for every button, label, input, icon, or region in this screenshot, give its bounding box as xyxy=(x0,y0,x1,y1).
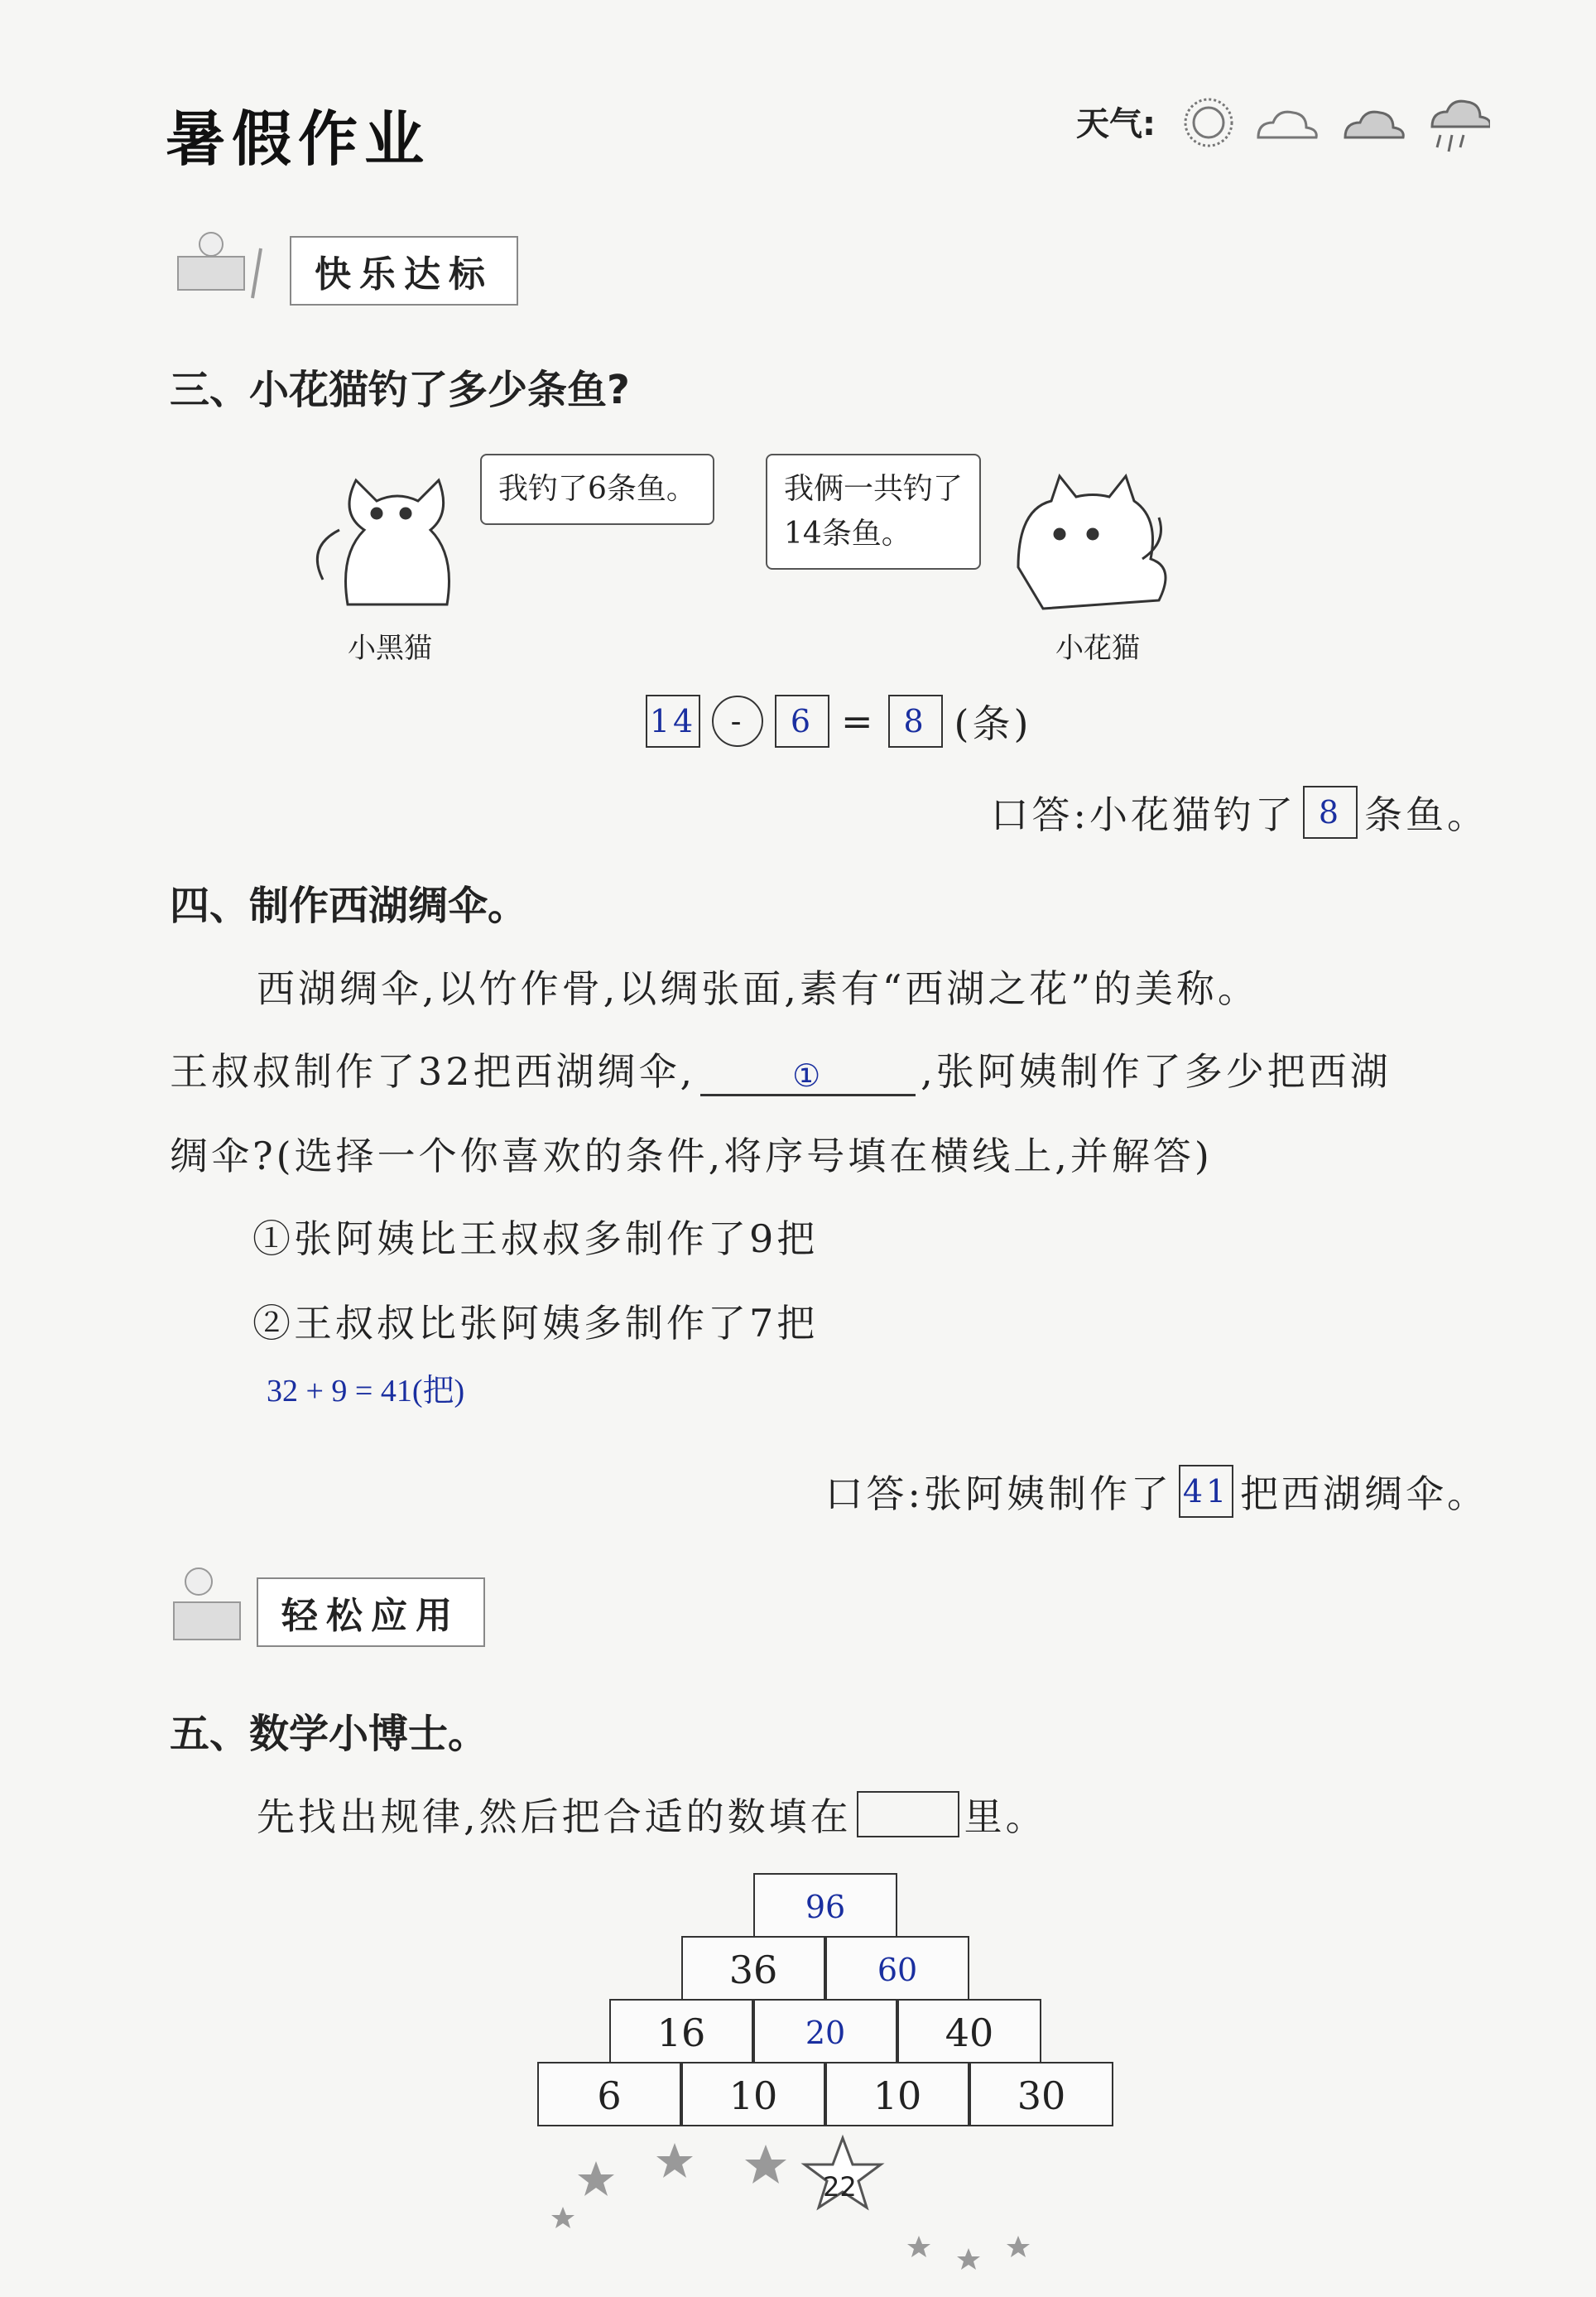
partly-cloudy-icon xyxy=(1258,112,1316,137)
sun-icon xyxy=(1185,99,1232,146)
q4-answer-box[interactable]: 41 xyxy=(1179,1465,1233,1518)
q3-equation xyxy=(646,694,1031,749)
q3-answer-line xyxy=(991,785,1489,840)
star-decoration-icon xyxy=(538,2128,1068,2285)
page-title: 暑假作业 xyxy=(166,104,431,174)
eq-equals: = xyxy=(841,699,877,744)
q3-answer-box[interactable]: 8 xyxy=(1303,786,1358,839)
eq-box-a[interactable]: 14 xyxy=(646,695,700,748)
section-decoration-icon xyxy=(170,224,277,306)
cloudy-icon xyxy=(1345,112,1403,137)
q4-answer-line xyxy=(825,1464,1489,1519)
q5-instruction-a: 先找出规律,然后把合适的数填在 xyxy=(257,1794,852,1839)
pyramid-cell-r2-2[interactable]: 60 xyxy=(825,1936,969,2001)
q4-line2 xyxy=(170,1042,1392,1096)
q4-line2-b: ,张阿姨制作了多少把西湖 xyxy=(921,1049,1392,1094)
q3-heading: 三、小花猫钓了多少条鱼? xyxy=(170,367,630,413)
q4-line3: 绸伞?(选择一个你喜欢的条件,将序号填在横线上,并解答) xyxy=(170,1134,1213,1178)
pyramid-cell-r4-1: 6 xyxy=(537,2062,681,2126)
q5-instruction xyxy=(257,1787,1047,1842)
section2-decoration-icon xyxy=(166,1561,257,1652)
q3-answer-prefix: 口答:小花猫钓了 xyxy=(990,792,1296,837)
section-tag-qingsong: 轻松应用 xyxy=(257,1577,485,1647)
pyramid-cell-r3-3: 40 xyxy=(897,1999,1041,2063)
q4-work: 32 + 9 = 41(把) xyxy=(267,1374,465,1409)
q4-blank[interactable]: ① xyxy=(700,1057,916,1096)
weather-label: 天气: xyxy=(1076,105,1156,143)
q3-answer-suffix: 条鱼。 xyxy=(1364,792,1488,837)
bubble-right-line1: 我俩一共钓了 xyxy=(784,472,964,506)
pyramid-cell-r4-3: 10 xyxy=(825,2062,969,2126)
pyramid-cell-r1-1[interactable]: 96 xyxy=(753,1873,897,1938)
pyramid-cell-r4-2: 10 xyxy=(681,2062,825,2126)
eq-box-c[interactable]: 8 xyxy=(888,695,943,748)
black-cat-icon xyxy=(315,455,464,613)
q4-heading: 四、制作西湖绸伞。 xyxy=(170,883,528,929)
pyramid-cell-r3-1: 16 xyxy=(609,1999,753,2063)
q5-heading: 五、数学小博士。 xyxy=(170,1711,488,1757)
q4-option-2: ②王叔叔比张阿姨多制作了7把 xyxy=(252,1301,819,1346)
eq-box-b[interactable]: 6 xyxy=(775,695,829,748)
pyramid-cell-r4-4: 30 xyxy=(969,2062,1113,2126)
eq-unit: (条) xyxy=(954,701,1032,746)
bubble-right xyxy=(766,454,981,570)
bubble-right-line2: 14条鱼。 xyxy=(784,517,911,551)
cat-label-right: 小花猫 xyxy=(1055,632,1140,665)
bubble-left: 我钓了6条鱼。 xyxy=(480,454,714,525)
weather-icons xyxy=(1175,89,1490,164)
q4-answer-suffix: 把西湖绸伞。 xyxy=(1240,1471,1488,1516)
q5-sample-box xyxy=(857,1791,959,1837)
pyramid-cell-r2-1: 36 xyxy=(681,1936,825,2001)
q4-line1: 西湖绸伞,以竹作骨,以绸张面,素有“西湖之花”的美称。 xyxy=(257,966,1259,1011)
page-number: 22 xyxy=(823,2171,857,2203)
q4-line2-a: 王叔叔制作了32把西湖绸伞, xyxy=(170,1049,696,1094)
pyramid-cell-r3-2[interactable]: 20 xyxy=(753,1999,897,2063)
rain-icon xyxy=(1432,101,1490,152)
cat-label-left: 小黑猫 xyxy=(348,632,432,665)
q4-option-1: ①张阿姨比王叔叔多制作了9把 xyxy=(252,1216,819,1261)
q5-instruction-b: 里。 xyxy=(964,1794,1047,1839)
section-tag-kuaile: 快乐达标 xyxy=(290,236,518,306)
eq-operator-circle[interactable]: - xyxy=(712,696,763,747)
flower-cat-icon xyxy=(1002,468,1167,617)
q4-answer-prefix: 口答:张阿姨制作了 xyxy=(824,1471,1172,1516)
